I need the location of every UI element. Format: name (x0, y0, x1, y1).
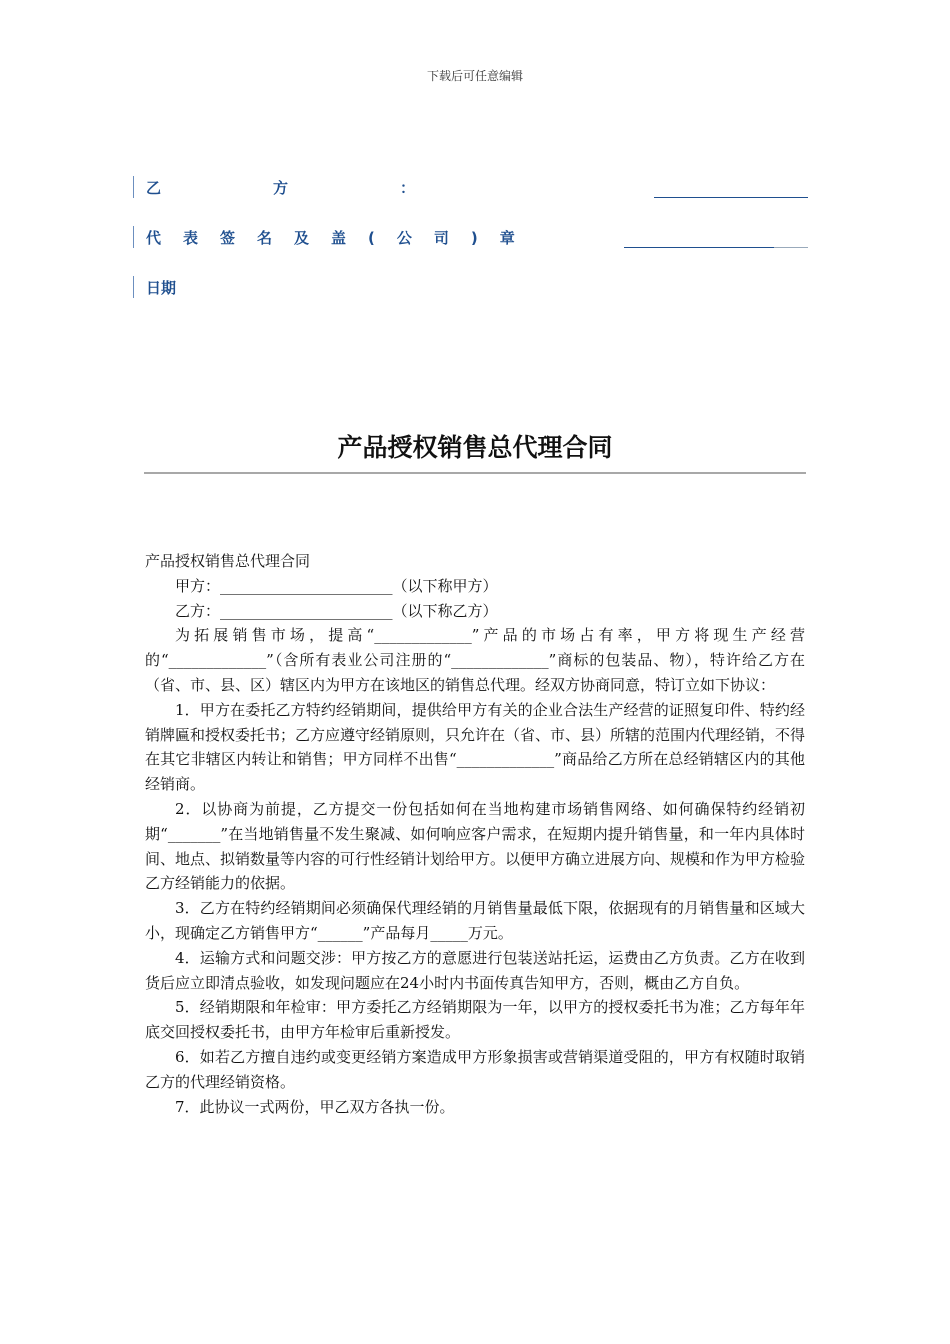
clause-6: 6．如若乙方擅自违约或变更经销方案造成甲方形象损害或营销渠道受阻的，甲方有权随时取销乙方的代理经销资格。 (145, 1047, 805, 1091)
representative-line-tail (774, 247, 808, 248)
clause-2: 2．以协商为前提，乙方提交一份包括如何在当地构建市场销售网络、如何确保特约经销初期“_______”在当地销售量不发生聚减、如何响应客户需求，在短期内提升销售量，和一年内具体时间、地点、拟销数量等内容的可行性经销计划给甲方。以便甲方确立进展方向、规模和作为甲方检验乙方经销能力的依据。 (145, 799, 806, 893)
party-b-line: 乙方：_______________________（以下称乙方） (175, 601, 498, 620)
party-a-line: 甲方：_______________________（以下称甲方） (175, 576, 498, 595)
clause-5: 5．经销期限和年检审：甲方委托乙方经销期限为一年，以甲方的授权委托书为准；乙方每年年底交回授权委托书，由甲方年检审后重新授发。 (145, 998, 805, 1042)
representative-label: 代表签名及盖(公司)章 (146, 229, 537, 247)
party-b-signature-line[interactable] (654, 197, 808, 198)
contract-body (145, 549, 805, 1119)
date-row (133, 276, 808, 298)
title-divider (144, 472, 806, 474)
representative-signature-line[interactable] (624, 247, 774, 248)
clause-4: 4．运输方式和问题交涉：甲方按乙方的意愿进行包装送站托运，运费由乙方负责。乙方在收到货后应立即清点验收，如发现问题应在24小时内书面传真告知甲方，否则，概由乙方自负。 (145, 948, 805, 992)
representative-signature-row (133, 226, 808, 248)
date-label: 日期 (146, 279, 177, 297)
intro-paragraph: 为拓展销售市场，提高“_____________”产品的市场占有率，甲方将现生产经营的“_____________”（含所有表业公司注册的“_____________”商标的包装品、物），特许给乙方在（省、市、县、区）辖区内为甲方在该地区的销售总代理。经双方协商同意，特订立如下协议： (145, 626, 805, 694)
header-note: 下载后可任意编辑 (426, 69, 523, 83)
clause-3: 3．乙方在特约经销期间必须确保代理经销的月销售量最低下限，依据现有的月销售量和区域大小，现确定乙方销售甲方“______”产品每月_____万元。 (145, 899, 805, 942)
document-title: 产品授权销售总代理合同 (337, 433, 613, 462)
party-b-label: 乙方： (146, 179, 528, 197)
clause-1: 1．甲方在委托乙方特约经销期间，提供给甲方有关的企业合法生产经营的证照复印件、特约经销牌匾和授权委托书；乙方应遵守经销原则，只允许在（省、市、县）所辖的范围内代理经销，不得在其它非辖区内转让和销售；甲方同样不出售“_____________”商品给乙方所在总经销辖区内的其他经销商。 (145, 700, 806, 794)
body-heading: 产品授权销售总代理合同 (145, 552, 311, 570)
party-b-signature-row (133, 176, 808, 198)
clause-7: 7．此协议一式两份，甲乙双方各执一份。 (175, 1097, 455, 1116)
